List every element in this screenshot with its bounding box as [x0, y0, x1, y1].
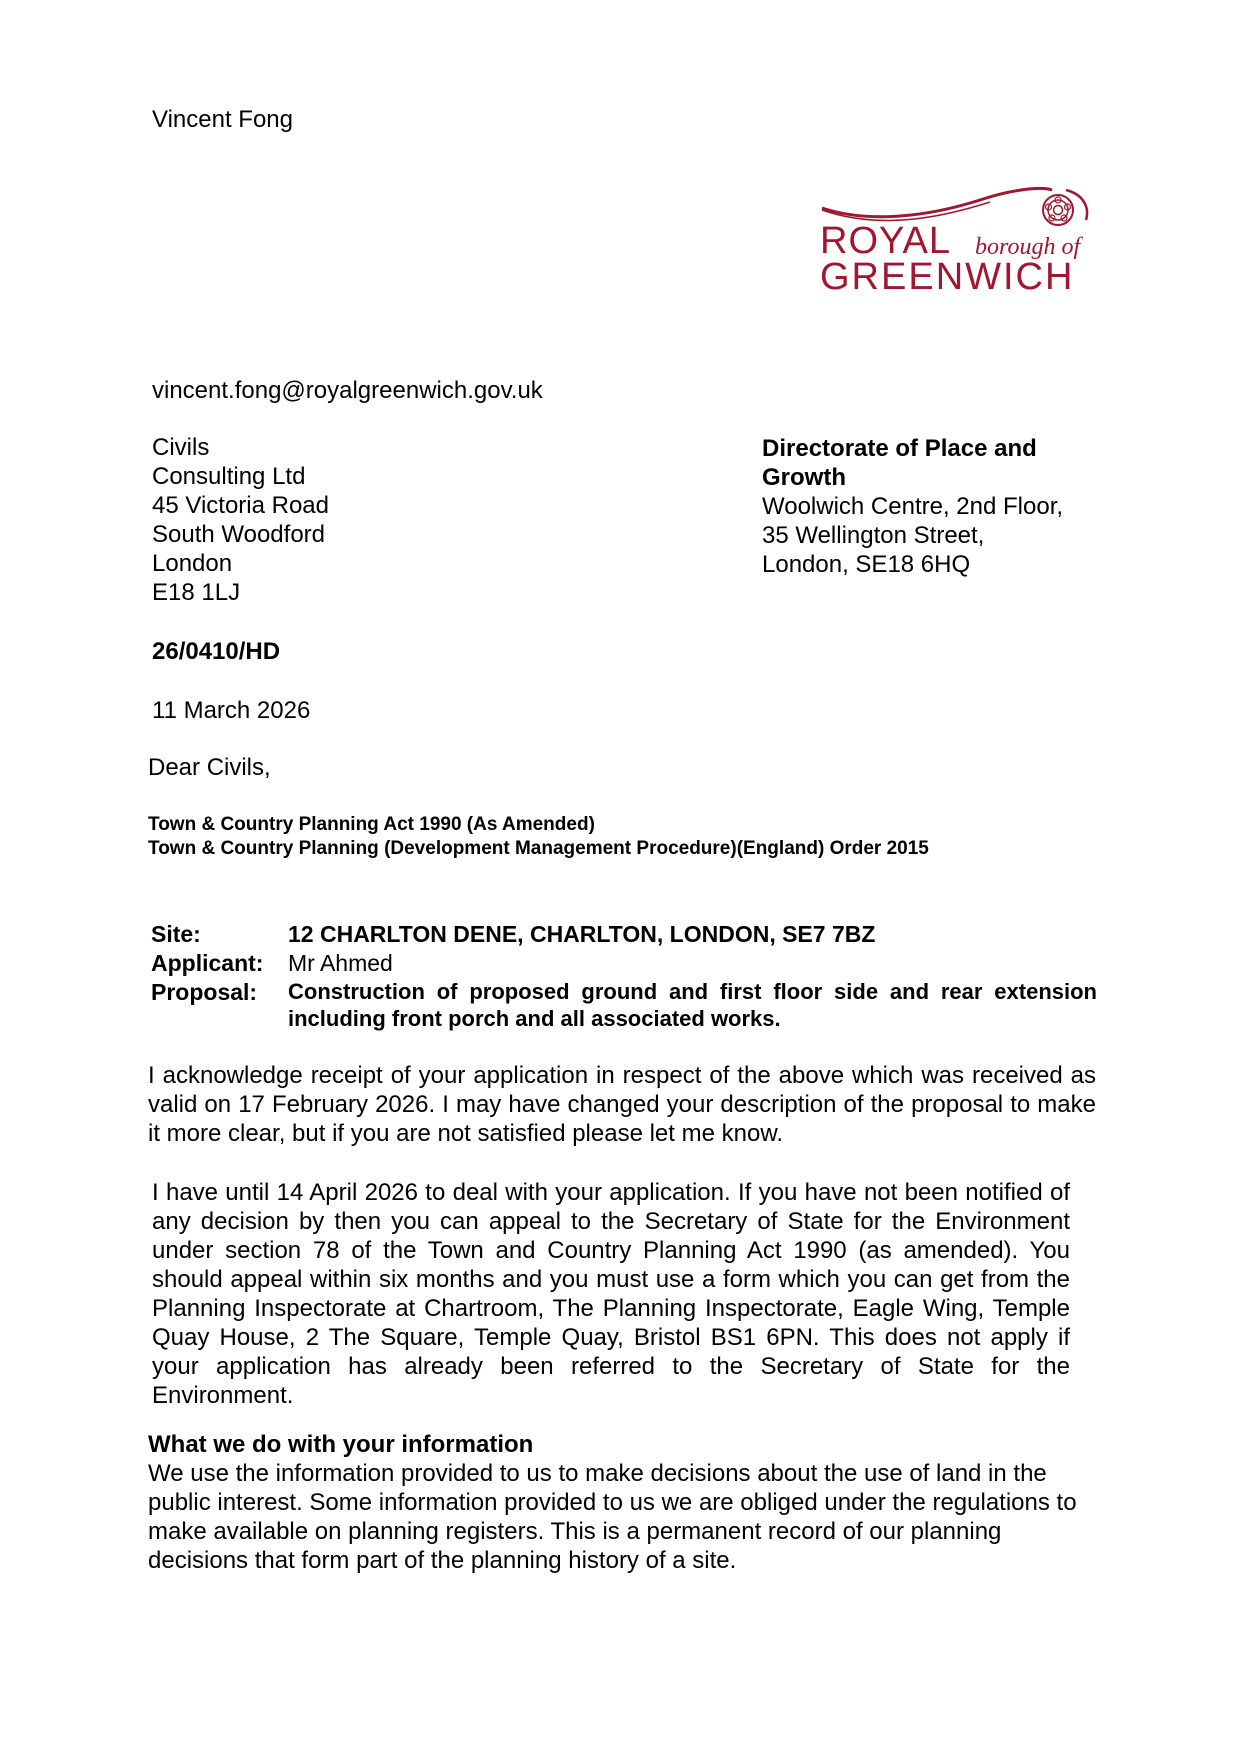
royal-greenwich-logo [820, 180, 1100, 310]
acknowledgement-paragraph: I acknowledge receipt of your application in respect of the above which was received as valid on 17 February 2026. I may have changed your description of the proposal to make it more clear, but if you are not satisfied please let me know. [148, 1062, 1096, 1147]
logo-royal-text: ROYAL [820, 220, 952, 262]
proposal-row [151, 978, 1097, 1032]
applicant-value: Mr Ahmed [288, 950, 393, 976]
site-row [151, 920, 1097, 949]
legislation-line: Town & Country Planning (Development Management Procedure)(England) Order 2015 [148, 838, 929, 859]
applicant-row [151, 949, 1097, 978]
legislation-block [148, 813, 929, 861]
salutation: Dear Civils, [148, 754, 271, 781]
logo-borough-text: borough of [975, 234, 1081, 260]
sender-block [762, 434, 1063, 579]
address-line: E18 1LJ [152, 579, 241, 606]
recipient-address [152, 433, 329, 607]
author-email: vincent.fong@royalgreenwich.gov.uk [152, 377, 543, 404]
sender-address-line: London, SE18 6HQ [762, 551, 971, 578]
address-line: Civils [152, 434, 210, 461]
address-line: South Woodford [152, 521, 326, 548]
sender-address-line: Woolwich Centre, 2nd Floor, [762, 493, 1064, 520]
applicant-label: Applicant: [151, 950, 264, 976]
sender-address-line: 35 Wellington Street, [762, 522, 985, 549]
site-label: Site: [151, 921, 201, 947]
logo-greenwich-text: GREENWICH [820, 256, 1075, 298]
address-line: Consulting Ltd [152, 463, 306, 490]
address-line: 45 Victoria Road [152, 492, 329, 519]
letter-date: 11 March 2026 [152, 697, 311, 724]
legislation-line: Town & Country Planning Act 1990 (As Amended) [148, 814, 595, 835]
info-heading: What we do with your information [148, 1431, 534, 1458]
department-name: Directorate of Place and [762, 435, 1037, 462]
address-line: London [152, 550, 233, 577]
site-value: 12 CHARLTON DENE, CHARLTON, LONDON, SE7 7BZ [288, 921, 876, 947]
author-name: Vincent Fong [152, 106, 293, 133]
application-details [151, 920, 1097, 1032]
deadline-paragraph: I have until 14 April 2026 to deal with your application. If you have not been notified of any decision by then you can appeal to the Secretary of State for the Environment under section 78 of the Town and Country Planning Act 1990 (as amended). You should appeal within six months and you must use a form which you can get from the Planning Inspectorate at Chartroom, The Planning Inspectorate, Eagle Wing, Temple Quay House, 2 The Square, Temple Quay, Bristol BS1 6PN. This does not apply if your application has already been referred to the Secretary of State for the Environment. [152, 1179, 1070, 1409]
proposal-label: Proposal: [151, 979, 258, 1005]
department-name-cont: Growth [762, 464, 846, 491]
reference-number: 26/0410/HD [152, 638, 281, 665]
tudor-rose-icon [1043, 195, 1073, 225]
info-body: We use the information provided to us to make decisions about the use of land in the public interest. Some information provided to us we are obliged under the regulations to make available on planning registers. This is a permanent record of our planning decisions that form part of the planning history of a site. [148, 1460, 1077, 1574]
proposal-value: Construction of proposed ground and first floor side and rear extension including front porch and all associated works. [288, 979, 1097, 1031]
